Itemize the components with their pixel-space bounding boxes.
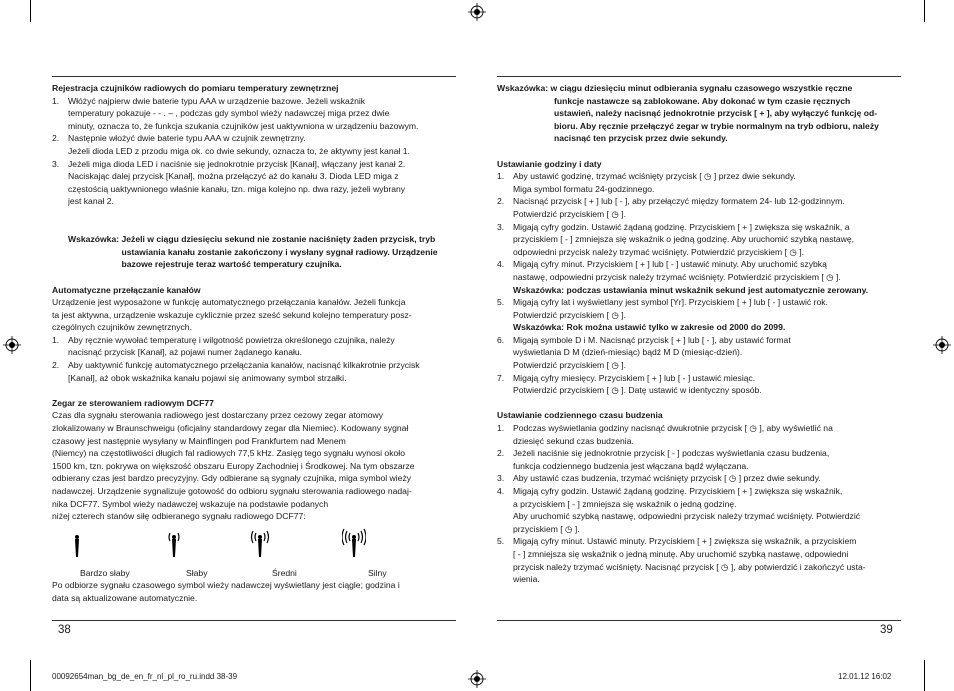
item-line: odpowiedni przycisk należy trzymać wciśnięty. Potwierdzić przyciskiem [ ◷ ].	[513, 246, 805, 257]
note-label: Wskazówka:	[68, 234, 122, 245]
item-note: Wskazówka: Rok można ustawić tylko w zakresie od 2000 do 2099.	[513, 322, 786, 333]
note-line: w ciągu dziesięciu minut odbierania sygnału czasowego wszystkie ręczne	[550, 83, 853, 93]
item-line: Aby uruchomić szybką nastawę, odpowiedni przycisk należy trzymać wciśnięty. Potwierdzić	[513, 511, 861, 522]
section-title: Zegar ze sterowaniem radiowym DCF77	[52, 397, 214, 408]
item-number: 1.	[52, 334, 60, 345]
list-item	[497, 485, 907, 535]
item-line: Aby ustawić czas budzenia, trzymać wciśnięty przycisk [ ◷ ] przez dwie sekundy.	[513, 473, 821, 484]
paragraph-line: (Niemcy) na częstotliwości długich fal radiowych 77,5 kHz. Zasięg tego sygnału wynosi około	[52, 448, 405, 459]
item-number: 2.	[497, 448, 505, 459]
item-line: przyciskiem [ - ] zmniejsza się wskaźnik o jedną godzinę. Aby uruchomić szybką nastawę,	[513, 234, 855, 245]
list-item	[497, 258, 907, 296]
list-item	[497, 535, 907, 585]
list-item	[497, 334, 907, 372]
note-box	[497, 82, 907, 145]
item-line: Naciskając dalej przycisk [Kanał], można przełączyć aż do kanału 3. Dioda LED miga z	[68, 171, 399, 182]
signal-labels	[52, 567, 462, 580]
item-number: 3.	[52, 158, 60, 169]
crop-mark-top-right	[924, 0, 925, 22]
signal-tower-icon	[70, 531, 84, 559]
paragraph-line: ta jest aktywna, urządzenie wskazuje cyklicznie przez sześć sekund kolejno temperatury posz-	[52, 309, 412, 320]
paragraph-line: zlokalizowany w Braunschweigu (oficjalny standardowy zegar dla Niemiec). Kodowany sygnał	[52, 423, 409, 434]
item-line: Migają cyfry minut. Ustawić minuty. Przyciskiem [ + ] zwiększa się wskaźnik, a przyciskiem	[513, 536, 857, 547]
registration-mark-icon	[933, 336, 951, 354]
section-title: Ustawianie codziennego czasu budzenia	[497, 410, 663, 421]
paragraph-line: nika DCF77. Symbol wieży nadawczej wskazuje na podstawie podanych	[52, 498, 329, 509]
item-line: Migają cyfry miesięcy. Przyciskiem [ + ] lub [ - ] ustawić miesiąc.	[513, 372, 756, 383]
list-item	[52, 95, 462, 133]
list-item	[497, 195, 907, 220]
item-line: nacisnąć przycisk [Kanał], aż pojawi numer żądanego kanału.	[68, 347, 303, 358]
left-page	[52, 82, 462, 605]
sec1-list	[52, 95, 462, 208]
item-line: przycisk należy trzymać wciśnięty. Nacisnąć przycisk [ ◷ ], aby potwierdzić i zakończyć usta-	[513, 561, 866, 572]
item-number: 4.	[497, 259, 505, 270]
item-line: Potwierdzić przyciskiem [ ◷ ].	[513, 309, 627, 320]
item-number: 5.	[497, 297, 505, 308]
item-line: [ - ] zmniejsza się wskaźnik o jedną minutę. Aby uruchomić szybką nastawę, odpowiedni	[513, 548, 849, 559]
note-line: nacisnąć ten przycisk przez dwie sekundy.	[554, 133, 728, 144]
item-line: Aby ustawić godzinę, trzymać wciśnięty przycisk [ ◷ ] przez dwie sekundy.	[513, 171, 796, 182]
list-item	[52, 132, 462, 157]
item-line: Jeżeli miga dioda LED i naciśnie się jednokrotnie przycisk [Kanał], włączany jest kanał 2.	[68, 158, 406, 169]
item-line: temperatury pokazuje - - . – , podczas gdy symbol wieży nadawczej miga przez dwie	[68, 108, 390, 119]
item-line: Nacisnąć przycisk [ + ] lub [ - ], aby przełączyć między formatem 24- lub 12-godzinnym.	[513, 196, 845, 207]
paragraph-line: niżej czterech stanów siłę odbieranego sygnału radiowego DCF77:	[52, 511, 306, 522]
item-line: Migają cyfry minut. Przyciskiem [ + ] lub [ - ] ustawić minuty. Aby uruchomić szybką	[513, 259, 827, 270]
paragraph-line: Urządzenie jest wyposażone w funkcję automatycznego przełączania kanałów. Jeżeli funkcja	[52, 297, 406, 308]
item-number: 1.	[52, 95, 60, 106]
paragraph-line: czasowy jest następnie wysyłany w Mainflingen pod Frankfurtem nad Menem	[52, 435, 346, 446]
paragraph-line: 1500 km, tzn. pokrywa on większość obszaru Europy Zachodniej i Środkowej. Na tym obszarze	[52, 460, 415, 471]
item-line: wyświetlania D M (dzień-miesiąc) bądź M D (miesiąc-dzień).	[513, 347, 743, 358]
right-page	[497, 82, 907, 586]
registration-mark-icon	[3, 336, 21, 354]
item-line: Następnie włożyć dwie baterie typu AAA w czujnik zewnętrzny.	[68, 133, 306, 144]
section-title: Ustawianie godziny i daty	[497, 158, 602, 169]
list-item	[52, 158, 462, 208]
note-line: bazowe rejestruje teraz wartość temperatury czujnika.	[121, 259, 342, 270]
note-box	[52, 233, 462, 271]
right-top-rule	[497, 76, 901, 77]
item-line: minuty, oznacza to, że funkcja szukania czujników jest uaktywniona w urządzeniu bazowym.	[68, 120, 419, 131]
signal-tower-icon	[342, 527, 366, 559]
item-line: Jeżeli naciśnie się jednokrotnie przycisk [ - ] podczas wyświetlania czasu budzenia,	[513, 448, 830, 459]
page-number-right: 39	[880, 624, 893, 636]
paragraph-line: Czas dla sygnału sterowania radiowego jest dostarczany przez cezowy zegar atomowy	[52, 410, 384, 421]
section-title: Automatyczne przełączanie kanałów	[52, 284, 201, 295]
item-number: 6.	[497, 334, 505, 345]
list-item	[497, 372, 907, 397]
note-line: ustawień, należy nacisnąć jednokrotnie przycisk [ + ], aby wyłączyć funkcję od-	[554, 108, 878, 119]
item-number: 1.	[497, 423, 505, 434]
signal-label: Średni	[272, 567, 297, 578]
signal-label: Bardzo słaby	[80, 567, 130, 578]
list-item	[497, 447, 907, 472]
crop-mark-bottom-right	[924, 660, 925, 691]
crop-mark-bottom-left	[30, 660, 31, 691]
item-line: Aby ręcznie wywołać temperaturę i wilgotność powietrza określonego czujnika, należy	[68, 334, 395, 345]
item-number: 4.	[497, 486, 505, 496]
item-line: Włóżyć najpierw dwie baterie typu AAA w urządzenie bazowe. Jeżeli wskaźnik	[68, 95, 366, 106]
list-item	[497, 296, 907, 334]
item-line: Jeżeli dioda LED z przodu miga ok. co dwie sekundy, oznacza to, że aktywny jest kanał 1.	[68, 145, 410, 156]
item-number: 2.	[52, 133, 60, 144]
signal-tower-icon	[250, 529, 270, 559]
note-line: ustawiania kanału zostanie zakończony i wysłany sygnał radiowy. Urządzenie	[121, 246, 438, 257]
section-title: Rejestracja czujników radiowych do pomiaru temperatury zewnętrznej	[52, 83, 339, 93]
item-line: nastawę, odpowiedni przycisk należy trzymać wciśnięty. Potwierdzić przyciskiem [ ◷ ].	[513, 271, 841, 282]
crop-mark-top-left	[30, 0, 31, 22]
note-label: Wskazówka:	[497, 83, 551, 93]
list-item	[497, 472, 907, 485]
item-line: a przyciskiem [ - ] zmniejsza się wskaźnik o jedną godzinę.	[513, 498, 737, 509]
note-line: bioru. Aby ręcznie przełączyć zegar w trybie normalnym na tryb odbioru, należy	[554, 120, 879, 131]
registration-mark-icon	[468, 670, 486, 688]
footer-file: 00092654man_bg_de_en_fr_nl_pl_ro_ru.indd 38-39	[52, 672, 238, 681]
list-item	[52, 359, 462, 384]
item-line: jest kanał 2.	[68, 196, 114, 207]
item-line: Aby uaktywnić funkcję automatycznego przełączania kanałów, nacisnąć kilkakrotnie przycisk	[68, 360, 420, 371]
footer-date: 12.01.12 16:02	[838, 672, 892, 681]
item-number: 2.	[52, 360, 60, 371]
item-line: Migają cyfry lat i wyświetlany jest symbol [Yr]. Przyciskiem [ + ] lub [ - ] ustawić rok.	[513, 297, 828, 308]
page-number-left: 38	[58, 624, 71, 636]
note-line: Jeżeli w ciągu dziesięciu sekund nie zostanie naciśnięty żaden przycisk, tryb	[121, 234, 436, 245]
list-item	[497, 170, 907, 195]
item-number: 2.	[497, 196, 505, 207]
item-line: dziesięć sekund czas budzenia.	[513, 435, 634, 446]
signal-label: Silny	[368, 567, 387, 578]
item-line: Miga symbol formatu 24-godzinnego.	[513, 183, 655, 194]
list-item	[497, 221, 907, 259]
item-line: częstością uaktywnionego właśnie kanału, tzn. miga kolejno np. dwa razy, jeżeli wybrany	[68, 183, 406, 194]
signal-label: Słaby	[186, 567, 208, 578]
item-line: Potwierdzić przyciskiem [ ◷ ]. Datę ustawić w identyczny sposób.	[513, 385, 762, 396]
paragraph-line: nadawczej. Urządzenie sygnalizuje gotowość do odbioru sygnału sterowania radiowego nadaj-	[52, 486, 412, 496]
list-item	[497, 422, 907, 447]
note-line: funkcje nastawcze są zablokowane. Aby dokonać w tym czasie ręcznych	[554, 95, 851, 106]
paragraph-line: odbierany czas jest bardzo precyzyjny. Gdy odbierane są sygnały czujnika, miga symbol wieży	[52, 473, 412, 484]
list-item	[52, 334, 462, 359]
item-line: Migają symbole D i M. Nacisnąć przycisk [ + ] lub [ - ], aby ustawić format	[513, 334, 791, 345]
paragraph-line: data są aktualizowane automatycznie.	[52, 592, 198, 603]
signal-strength-icons	[52, 523, 462, 567]
item-number: 5.	[497, 536, 505, 547]
registration-mark-icon	[468, 3, 486, 21]
left-top-rule	[52, 76, 456, 77]
item-line: Migają cyfry godzin. Ustawić żądaną godzinę. Przyciskiem [ + ] zwiększa się wskaźnik,	[513, 486, 843, 496]
item-number: 7.	[497, 372, 505, 383]
item-line: Migają cyfry godzin. Ustawić żądaną godzinę. Przyciskiem [ + ] zwiększa się wskaźnik, a	[513, 221, 850, 232]
item-line: Potwierdzić przyciskiem [ ◷ ].	[513, 360, 627, 371]
signal-tower-icon	[166, 531, 182, 559]
item-note: Wskazówka: podczas ustawiania minut wskaźnik sekund jest automatycznie zerowany.	[513, 284, 869, 295]
left-bottom-rule	[52, 620, 456, 621]
item-line: Podczas wyświetlania godziny nacisnąć dwukrotnie przycisk [ ◷ ], aby wyświetlić na	[513, 423, 833, 434]
item-number: 1.	[497, 171, 505, 182]
item-line: przyciskiem [ ◷ ].	[513, 523, 580, 534]
item-line: Potwierdzić przyciskiem [ ◷ ].	[513, 208, 627, 219]
paragraph-line: Po odbiorze sygnału czasowego symbol wieży nadawczej wyświetlany jest ciągle; godzina i	[52, 580, 400, 591]
item-number: 3.	[497, 473, 505, 484]
item-line: [Kanał], aż obok wskaźnika kanału pojawi się animowany symbol strzałki.	[68, 372, 347, 383]
paragraph-line: czególnych czujników zewnętrznych.	[52, 322, 192, 333]
item-line: wienia.	[513, 574, 540, 585]
item-number: 3.	[497, 221, 505, 232]
item-line: funkcja codziennego budzenia jest włączana bądź wyłączana.	[513, 460, 749, 471]
right-bottom-rule	[497, 620, 901, 621]
